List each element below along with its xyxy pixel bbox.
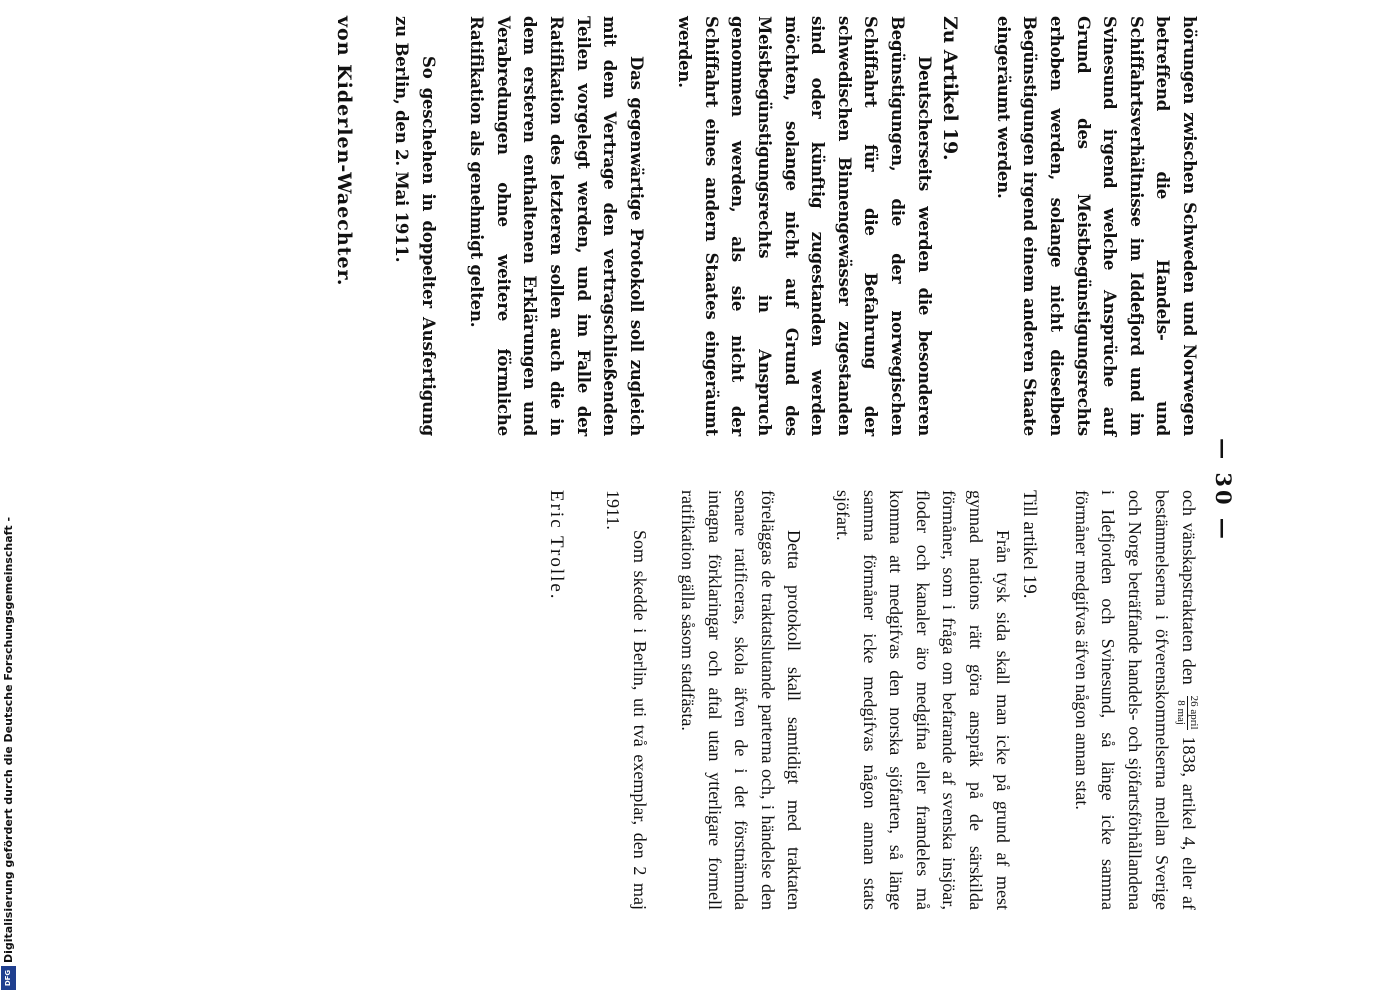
swedish-paragraph-protocol: Detta protokoll skall samtidigt med traktaten föreläggas de traktatslutande parterna och, i händelse den senare ratificeras, skola äfven de i det förstnämnda intagna förklaringar och aftal utan ytterligare formell ratifikation gälla såsom stadfästa.: [678, 490, 805, 910]
german-paragraph-intro: hörungen zwischen Schweden und Norwegen betreffend die Handels- und Schiffahrtsverhältnisse im Iddefjord und im Svinesund irgend welche Ansprüche auf Grund des Meistbegünstigungsrechts erhoben werden, solange nicht dieselben Begünstigungen irgend einem anderen Staate eingeräumt werden.: [993, 16, 1199, 436]
swedish-column: [543, 490, 1202, 910]
swedish-paragraph-intro: [1068, 490, 1202, 910]
date-fraction: [1175, 696, 1200, 730]
german-signature: von Kiderlen-Waechter.: [333, 16, 356, 287]
german-heading-article-19: Zu Artikel 19.: [939, 16, 962, 161]
digitization-credit-text: Digitalisierung gefördert durch die Deutsche Forschungsgemeinschaft -: [2, 516, 15, 963]
swedish-paragraph-intro-b: 1838, artikel 4, eller af bestämmelserna i öfverenskommelserna mellan Sverige och Norge beträffande handels- och sjöfartsförhållandena i Idefjorden och Svinesund, så länge icke samma förmåner medgifvas äfven någon annan stat.: [1071, 490, 1199, 911]
page-number: — 30 —: [1211, 438, 1236, 542]
digitization-credit: [0, 516, 18, 998]
swedish-paragraph-signed: Som skedde i Berlin, uti två exemplar, den 2 maj 1911.: [602, 490, 650, 910]
dfg-logo-text: DFG: [4, 969, 13, 987]
swedish-paragraph-intro-a: och vänskapstraktaten den: [1179, 490, 1199, 685]
dfg-logo: [1, 966, 16, 990]
swedish-signature: Eric Trolle.: [546, 490, 568, 601]
document-page: [333, 10, 1240, 970]
swedish-paragraph-article-19: Från tysk sida skall man icke på grund af mest gynnad nations rätt göra anspråk på de särskilda förmåner, som i fråga om befarande af svenska insjöar, floder och kanaler äro medgifna eller framdeles må komma att medgifvas den norska sjöfarten, så länge samma förmåner icke medgifvas någon annan stats sjöfart.: [833, 490, 1013, 910]
german-paragraph-protocol: Das gegenwärtige Protokoll soll zugleich mit dem Vertrage den vertragschließenden Teilen vorgelegt werden, und im Falle der Ratifikation des letzteren sollen auch die in dem ersteren enthaltenen Erklärungen und Verabredungen ohne weitere förmliche Ratifikation als genehmigt gelten.: [467, 16, 646, 436]
german-column: [331, 16, 1202, 436]
german-paragraph-signed: So geschehen in doppelter Ausfertigung zu Berlin, den 2. Mai 1911.: [391, 16, 438, 436]
fraction-denominator: 8 maj: [1174, 700, 1187, 725]
swedish-heading-article-19: Till artikel 19.: [1019, 490, 1041, 599]
german-paragraph-article-19: Deutscherseits werden die besonderen Begünstigungen, die der norwegischen Schiffahrt für die Befahrung der schwedischen Binnengewässer zugestanden sind oder künftig zugestanden werden möchten, solange nicht auf Grund des Meistbegünstigungsrechts in Anspruch genommen werden, als sie nicht der Schiffahrt eines andern Staates eingeräumt werden.: [675, 16, 934, 436]
fraction-numerator: 26 april: [1187, 695, 1200, 730]
